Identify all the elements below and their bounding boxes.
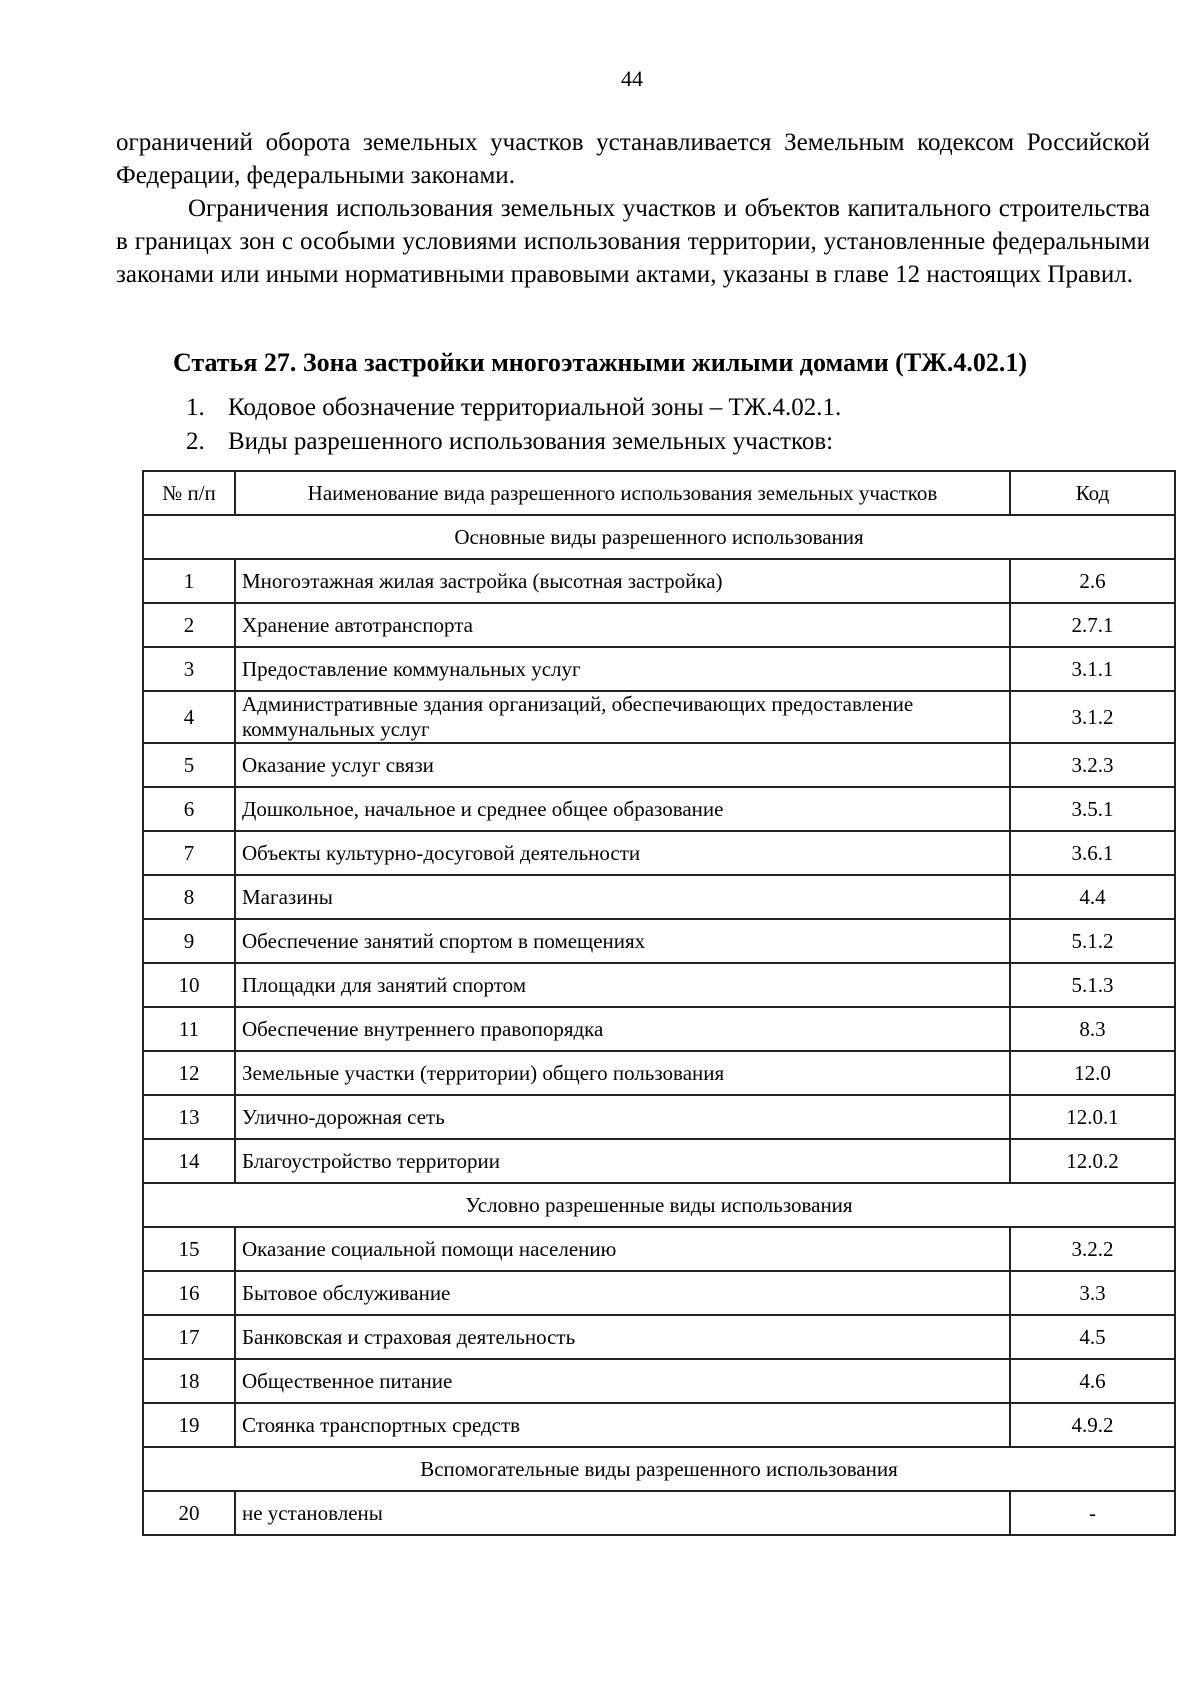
use-name: Бытовое обслуживание bbox=[235, 1271, 1010, 1315]
use-code: 3.1.1 bbox=[1010, 647, 1175, 691]
page-number: 44 bbox=[621, 66, 643, 91]
row-number: 16 bbox=[143, 1271, 235, 1315]
row-number: 2 bbox=[143, 603, 235, 647]
table-body bbox=[143, 515, 1175, 1535]
paragraph: ограничений оборота земельных участков устанавливается Земельным кодексом Российской Федерации, федеральными законами. bbox=[116, 129, 1150, 189]
list-item-text: Кодовое обозначение территориальной зоны – ТЖ.4.02.1. bbox=[228, 394, 842, 421]
use-code: 12.0.2 bbox=[1010, 1139, 1175, 1183]
list-item-number: 2. bbox=[186, 428, 205, 455]
use-name: Обеспечение внутреннего правопорядка bbox=[235, 1007, 1010, 1051]
row-number: 19 bbox=[143, 1403, 235, 1447]
use-name: Административные здания организаций, обеспечивающих предоставление коммунальных услуг bbox=[235, 691, 1010, 743]
table-row bbox=[143, 1227, 1175, 1271]
table-row bbox=[143, 1403, 1175, 1447]
row-number: 8 bbox=[143, 875, 235, 919]
table-row bbox=[143, 603, 1175, 647]
table-section-row bbox=[143, 1447, 1175, 1491]
use-name: Оказание услуг связи bbox=[235, 743, 1010, 787]
use-name: Общественное питание bbox=[235, 1359, 1010, 1403]
use-code: 3.5.1 bbox=[1010, 787, 1175, 831]
row-number: 20 bbox=[143, 1491, 235, 1535]
use-code: 4.6 bbox=[1010, 1359, 1175, 1403]
column-header-code: Код bbox=[1010, 471, 1175, 515]
use-code: 12.0 bbox=[1010, 1051, 1175, 1095]
column-header-name: Наименование вида разрешенного использования земельных участков bbox=[235, 471, 1010, 515]
section-title: Вспомогательные виды разрешенного использования bbox=[143, 1447, 1175, 1491]
use-name: Хранение автотранспорта bbox=[235, 603, 1010, 647]
row-number: 7 bbox=[143, 831, 235, 875]
use-code: - bbox=[1010, 1491, 1175, 1535]
table-section-row bbox=[143, 1183, 1175, 1227]
row-number: 15 bbox=[143, 1227, 235, 1271]
use-code: 12.0.1 bbox=[1010, 1095, 1175, 1139]
use-name: Магазины bbox=[235, 875, 1010, 919]
use-name: Стоянка транспортных средств bbox=[235, 1403, 1010, 1447]
use-name: Банковская и страховая деятельность bbox=[235, 1315, 1010, 1359]
table-row bbox=[143, 691, 1175, 743]
use-name: не установлены bbox=[235, 1491, 1010, 1535]
use-name: Объекты культурно-досуговой деятельности bbox=[235, 831, 1010, 875]
table-row bbox=[143, 1007, 1175, 1051]
use-code: 2.7.1 bbox=[1010, 603, 1175, 647]
use-name: Площадки для занятий спортом bbox=[235, 963, 1010, 1007]
use-name: Предоставление коммунальных услуг bbox=[235, 647, 1010, 691]
use-name: Благоустройство территории bbox=[235, 1139, 1010, 1183]
use-name: Дошкольное, начальное и среднее общее образование bbox=[235, 787, 1010, 831]
use-code: 3.2.3 bbox=[1010, 743, 1175, 787]
use-code: 8.3 bbox=[1010, 1007, 1175, 1051]
use-code: 4.9.2 bbox=[1010, 1403, 1175, 1447]
row-number: 6 bbox=[143, 787, 235, 831]
row-number: 1 bbox=[143, 559, 235, 603]
use-code: 3.6.1 bbox=[1010, 831, 1175, 875]
row-number: 17 bbox=[143, 1315, 235, 1359]
table-row bbox=[143, 743, 1175, 787]
use-name: Обеспечение занятий спортом в помещениях bbox=[235, 919, 1010, 963]
list-item bbox=[186, 394, 841, 422]
table-row bbox=[143, 1271, 1175, 1315]
use-name: Земельные участки (территории) общего пользования bbox=[235, 1051, 1010, 1095]
table-row bbox=[143, 919, 1175, 963]
table-row bbox=[143, 1051, 1175, 1095]
row-number: 4 bbox=[143, 691, 235, 743]
list-item-text: Виды разрешенного использования земельных участков: bbox=[228, 428, 834, 455]
use-code: 5.1.3 bbox=[1010, 963, 1175, 1007]
use-code: 3.2.2 bbox=[1010, 1227, 1175, 1271]
row-number: 13 bbox=[143, 1095, 235, 1139]
table-row bbox=[143, 787, 1175, 831]
row-number: 5 bbox=[143, 743, 235, 787]
row-number: 10 bbox=[143, 963, 235, 1007]
column-header-number: № п/п bbox=[143, 471, 235, 515]
land-use-table bbox=[142, 470, 1176, 1536]
table-section-row bbox=[143, 515, 1175, 559]
use-code: 4.5 bbox=[1010, 1315, 1175, 1359]
table-row bbox=[143, 1491, 1175, 1535]
article-heading: Статья 27. Зона застройки многоэтажными жилыми домами (ТЖ.4.02.1) bbox=[172, 348, 1028, 377]
use-code: 4.4 bbox=[1010, 875, 1175, 919]
table-row bbox=[143, 1359, 1175, 1403]
row-number: 12 bbox=[143, 1051, 235, 1095]
table-row bbox=[143, 875, 1175, 919]
list-item bbox=[186, 428, 833, 456]
table-row bbox=[143, 1095, 1175, 1139]
use-code: 2.6 bbox=[1010, 559, 1175, 603]
table-row bbox=[143, 647, 1175, 691]
table-row bbox=[143, 1315, 1175, 1359]
row-number: 14 bbox=[143, 1139, 235, 1183]
table-row bbox=[143, 831, 1175, 875]
row-number: 3 bbox=[143, 647, 235, 691]
use-name: Оказание социальной помощи населению bbox=[235, 1227, 1010, 1271]
table-row bbox=[143, 559, 1175, 603]
use-code: 5.1.2 bbox=[1010, 919, 1175, 963]
paragraph: Ограничения использования земельных участков и объектов капитального строительства в границах зон с особыми условиями использования территории, установленные федеральными законами или иными нормативными правовыми актами, указаны в главе 12 настоящих Правил. bbox=[116, 195, 1150, 288]
table-header-row bbox=[143, 471, 1175, 515]
row-number: 9 bbox=[143, 919, 235, 963]
row-number: 18 bbox=[143, 1359, 235, 1403]
use-name: Многоэтажная жилая застройка (высотная застройка) bbox=[235, 559, 1010, 603]
use-name: Улично-дорожная сеть bbox=[235, 1095, 1010, 1139]
table-row bbox=[143, 1139, 1175, 1183]
use-code: 3.1.2 bbox=[1010, 691, 1175, 743]
section-title: Основные виды разрешенного использования bbox=[143, 515, 1175, 559]
use-code: 3.3 bbox=[1010, 1271, 1175, 1315]
list-item-number: 1. bbox=[186, 394, 205, 421]
row-number: 11 bbox=[143, 1007, 235, 1051]
table-row bbox=[143, 963, 1175, 1007]
section-title: Условно разрешенные виды использования bbox=[143, 1183, 1175, 1227]
